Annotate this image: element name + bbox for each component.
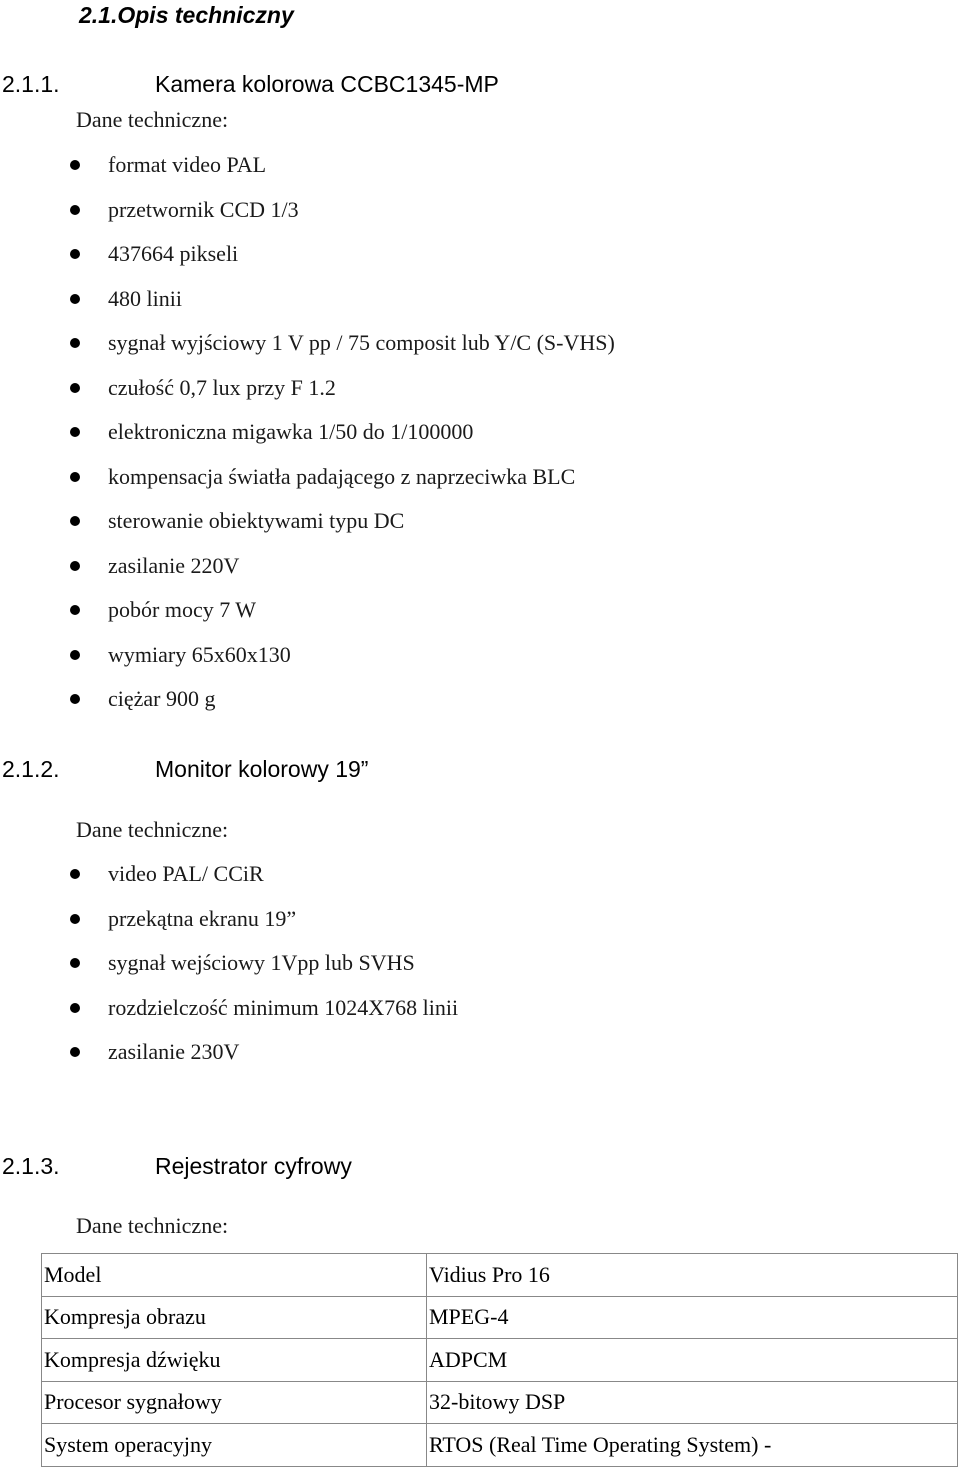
list-item <box>0 860 458 905</box>
list-item <box>0 196 615 241</box>
list-item-text: wymiary 65x60x130 <box>108 641 291 667</box>
recorder-specs-table <box>41 1253 958 1467</box>
list-item <box>0 685 615 730</box>
list-item <box>0 285 615 330</box>
camera-specs-subheading: Dane techniczne: <box>76 107 229 132</box>
list-item <box>0 552 615 597</box>
bullet-icon <box>70 338 80 348</box>
list-item-text: zasilanie 220V <box>108 552 240 578</box>
list-item-text: przetwornik CCD 1/3 <box>108 196 299 222</box>
list-item-text: sygnał wejściowy 1Vpp lub SVHS <box>108 950 415 975</box>
list-item-text: czułość 0,7 lux przy F 1.2 <box>108 374 336 400</box>
bullet-icon <box>70 427 80 437</box>
list-item-text: kompensacja światła padającego z naprzeciwka BLC <box>108 463 576 489</box>
table-row <box>42 1254 958 1297</box>
section-title-monitor: Monitor kolorowy 19” <box>155 756 369 782</box>
bullet-icon <box>70 914 80 924</box>
list-item-text: 480 linii <box>108 285 182 311</box>
list-item-text: zasilanie 230V <box>108 1039 240 1064</box>
bullet-icon <box>70 958 80 968</box>
table-row <box>42 1339 958 1382</box>
bullet-icon <box>70 472 80 482</box>
section-number-monitor: 2.1.2. <box>2 756 60 782</box>
table-row <box>42 1381 958 1424</box>
bullet-icon <box>70 160 80 170</box>
list-item-text: ciężar 900 g <box>108 686 216 711</box>
bullet-icon <box>70 294 80 304</box>
table-row <box>42 1424 958 1467</box>
list-item-text: przekątna ekranu 19” <box>108 905 297 931</box>
list-item-text: elektroniczna migawka 1/50 do 1/100000 <box>108 419 474 444</box>
list-item <box>0 240 615 285</box>
list-item-text: format video PAL <box>108 152 267 177</box>
spec-value-cell: Vidius Pro 16 <box>427 1254 958 1297</box>
table-row <box>42 1296 958 1339</box>
list-item <box>0 507 615 552</box>
bullet-icon <box>70 561 80 571</box>
list-item <box>0 994 458 1039</box>
list-item-text: sygnał wyjściowy 1 V pp / 75 composit lub Y/C (S-VHS) <box>108 330 615 355</box>
list-item <box>0 374 615 419</box>
list-item-text: pobór mocy 7 W <box>108 597 257 622</box>
camera-specs-list <box>0 151 615 730</box>
list-item <box>0 1038 458 1083</box>
list-item <box>0 463 615 508</box>
spec-label-cell: Model <box>42 1254 427 1297</box>
recorder-specs-subheading: Dane techniczne: <box>76 1213 229 1238</box>
bullet-icon <box>70 605 80 615</box>
list-item <box>0 596 615 641</box>
bullet-icon <box>70 650 80 660</box>
bullet-icon <box>70 1003 80 1013</box>
list-item-text: sterowanie obiektywami typu DC <box>108 508 405 533</box>
bullet-icon <box>70 383 80 393</box>
list-item-text: 437664 pikseli <box>108 241 239 266</box>
list-item <box>0 641 615 686</box>
document-title: 2.1.Opis techniczny <box>79 2 294 28</box>
list-item-text: rozdzielczość minimum 1024X768 linii <box>108 994 459 1020</box>
list-item-text: video PAL/ CCiR <box>108 861 264 886</box>
list-item <box>0 329 615 374</box>
list-item <box>0 151 615 196</box>
list-item <box>0 418 615 463</box>
bullet-icon <box>70 869 80 879</box>
spec-value-cell: 32-bitowy DSP <box>427 1381 958 1424</box>
section-title-camera: Kamera kolorowa CCBC1345-MP <box>155 71 499 97</box>
section-number-camera: 2.1.1. <box>2 71 60 97</box>
monitor-specs-subheading: Dane techniczne: <box>76 817 229 842</box>
spec-label-cell: Kompresja obrazu <box>42 1296 427 1339</box>
spec-value-cell: RTOS (Real Time Operating System) - <box>427 1424 958 1467</box>
spec-value-cell: MPEG-4 <box>427 1296 958 1339</box>
bullet-icon <box>70 516 80 526</box>
bullet-icon <box>70 205 80 215</box>
list-item <box>0 905 458 950</box>
section-number-recorder: 2.1.3. <box>2 1153 60 1179</box>
bullet-icon <box>70 249 80 259</box>
spec-value-cell: ADPCM <box>427 1339 958 1382</box>
monitor-specs-list <box>0 860 458 1083</box>
bullet-icon <box>70 694 80 704</box>
spec-label-cell: Procesor sygnałowy <box>42 1381 427 1424</box>
spec-label-cell: Kompresja dźwięku <box>42 1339 427 1382</box>
list-item <box>0 949 458 994</box>
spec-label-cell: System operacyjny <box>42 1424 427 1467</box>
section-title-recorder: Rejestrator cyfrowy <box>155 1153 352 1179</box>
bullet-icon <box>70 1047 80 1057</box>
